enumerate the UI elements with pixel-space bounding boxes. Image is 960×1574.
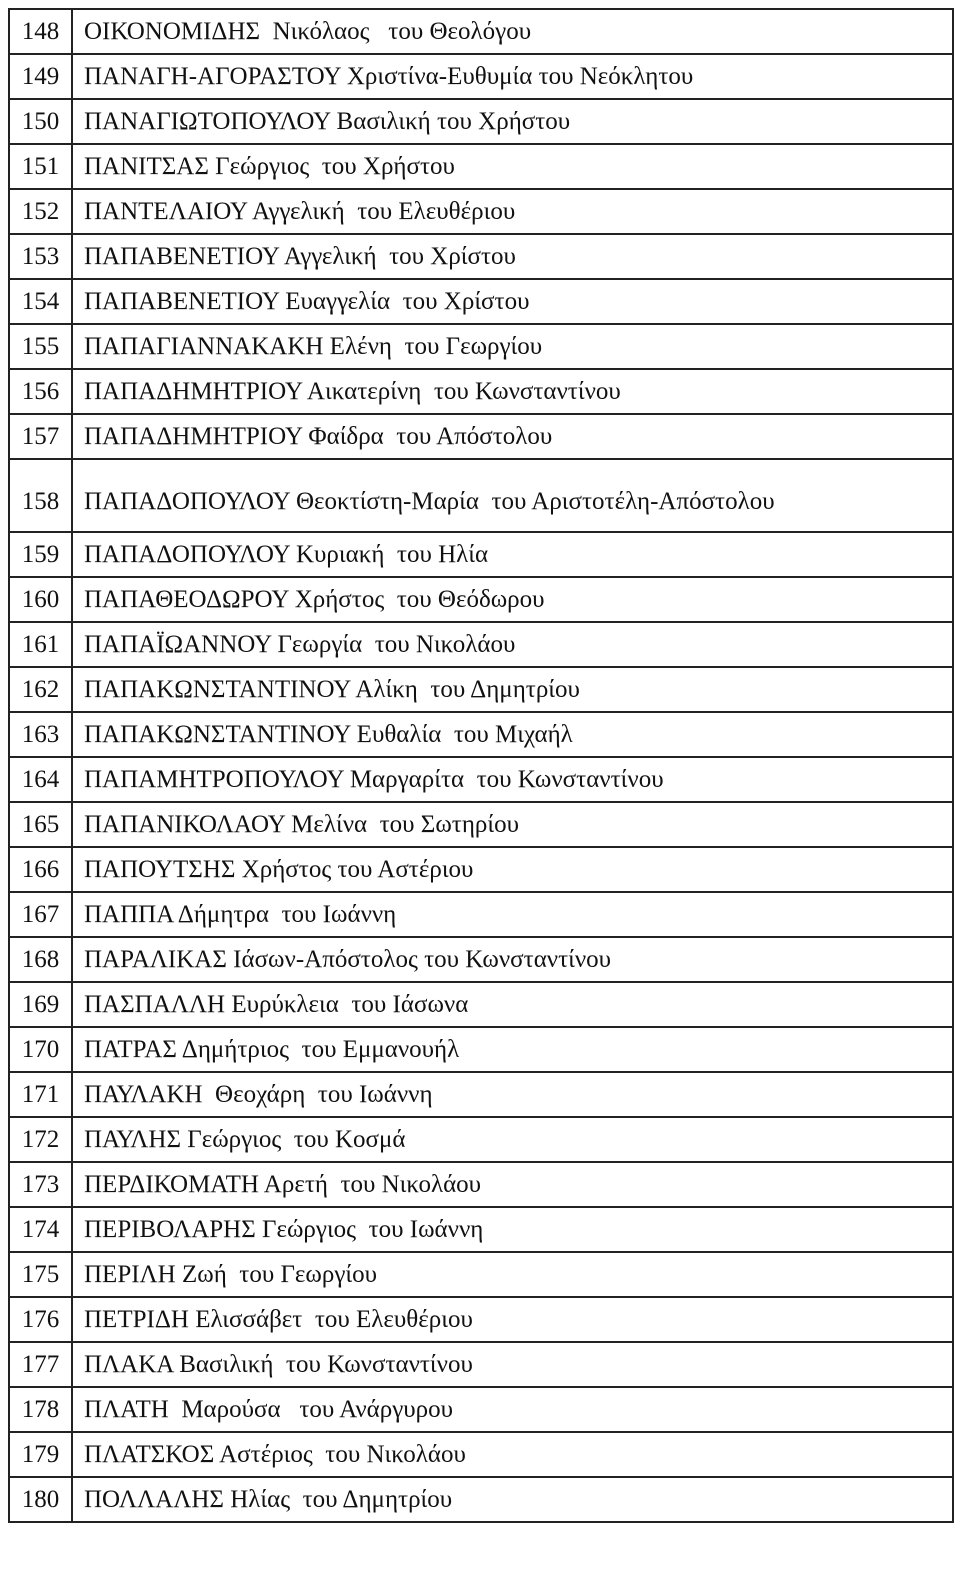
- person-name: ΠΛΑΤΣΚΟΣ Αστέριος του Νικολάου: [72, 1432, 953, 1477]
- person-name: ΠΛΑΤΗ Μαρούσα του Ανάργυρου: [72, 1387, 953, 1432]
- row-number: 168: [9, 937, 72, 982]
- row-number: 157: [9, 414, 72, 459]
- person-name: ΟΙΚΟΝΟΜΙΔΗΣ Νικόλαος του Θεολόγου: [72, 9, 953, 54]
- row-number: 171: [9, 1072, 72, 1117]
- row-number: 163: [9, 712, 72, 757]
- table-row: [9, 1207, 953, 1252]
- row-number: 166: [9, 847, 72, 892]
- table-row: [9, 99, 953, 144]
- table-row: [9, 532, 953, 577]
- row-number: 159: [9, 532, 72, 577]
- table-row: [9, 847, 953, 892]
- table-row: [9, 459, 953, 532]
- table-row: [9, 892, 953, 937]
- row-number: 175: [9, 1252, 72, 1297]
- person-name: ΠΑΥΛΑΚΗ Θεοχάρη του Ιωάννη: [72, 1072, 953, 1117]
- person-name: ΠΑΠΑΪΩΑΝΝΟΥ Γεωργία του Νικολάου: [72, 622, 953, 667]
- roster-table: [8, 8, 954, 1523]
- person-name: ΠΑΝΤΕΛΑΙΟΥ Αγγελική του Ελευθέριου: [72, 189, 953, 234]
- person-name: ΠΑΠΑΔΗΜΗΤΡΙΟΥ Φαίδρα του Απόστολου: [72, 414, 953, 459]
- row-number: 161: [9, 622, 72, 667]
- row-number: 153: [9, 234, 72, 279]
- table-row: [9, 279, 953, 324]
- row-number: 151: [9, 144, 72, 189]
- person-name: ΠΑΠΠΑ Δήμητρα του Ιωάννη: [72, 892, 953, 937]
- person-name: ΠΑΠΑΜΗΤΡΟΠΟΥΛΟΥ Μαργαρίτα του Κωνσταντίνου: [72, 757, 953, 802]
- table-row: [9, 189, 953, 234]
- person-name: ΠΑΠΑΔΗΜΗΤΡΙΟΥ Αικατερίνη του Κωνσταντίνου: [72, 369, 953, 414]
- table-row: [9, 1072, 953, 1117]
- table-row: [9, 1162, 953, 1207]
- row-number: 160: [9, 577, 72, 622]
- person-name: ΠΑΠΑΚΩΝΣΤΑΝΤΙΝΟΥ Αλίκη του Δημητρίου: [72, 667, 953, 712]
- row-number: 150: [9, 99, 72, 144]
- table-row: [9, 1027, 953, 1072]
- table-row: [9, 622, 953, 667]
- person-name: ΠΑΠΑΓΙΑΝΝΑΚΑΚΗ Ελένη του Γεωργίου: [72, 324, 953, 369]
- person-name: ΠΑΠΑΔΟΠΟΥΛΟΥ Κυριακή του Ηλία: [72, 532, 953, 577]
- table-row: [9, 802, 953, 847]
- person-name: ΠΑΝΑΓΙΩΤΟΠΟΥΛΟΥ Βασιλική του Χρήστου: [72, 99, 953, 144]
- row-number: 179: [9, 1432, 72, 1477]
- row-number: 149: [9, 54, 72, 99]
- row-number: 172: [9, 1117, 72, 1162]
- roster-body: [9, 9, 953, 1522]
- row-number: 170: [9, 1027, 72, 1072]
- person-name: ΠΑΥΛΗΣ Γεώργιος του Κοσμά: [72, 1117, 953, 1162]
- person-name: ΠΑΡΑΛΙΚΑΣ Ιάσων-Απόστολος του Κωνσταντίνου: [72, 937, 953, 982]
- table-row: [9, 1477, 953, 1522]
- person-name: ΠΑΠΑΒΕΝΕΤΙΟΥ Ευαγγελία του Χρίστου: [72, 279, 953, 324]
- person-name: ΠΑΠΑΔΟΠΟΥΛΟΥ Θεοκτίστη-Μαρία του Αριστοτέλη-Απόστολου: [72, 459, 953, 532]
- row-number: 156: [9, 369, 72, 414]
- table-row: [9, 1432, 953, 1477]
- row-number: 174: [9, 1207, 72, 1252]
- table-row: [9, 757, 953, 802]
- person-name: ΠΕΡΙΛΗ Ζωή του Γεωργίου: [72, 1252, 953, 1297]
- row-number: 180: [9, 1477, 72, 1522]
- table-row: [9, 667, 953, 712]
- table-row: [9, 9, 953, 54]
- row-number: 164: [9, 757, 72, 802]
- row-number: 173: [9, 1162, 72, 1207]
- table-row: [9, 712, 953, 757]
- row-number: 162: [9, 667, 72, 712]
- person-name: ΠΑΠΟΥΤΣΗΣ Χρήστος του Αστέριου: [72, 847, 953, 892]
- person-name: ΠΑΝΙΤΣΑΣ Γεώργιος του Χρήστου: [72, 144, 953, 189]
- person-name: ΠΛΑΚΑ Βασιλική του Κωνσταντίνου: [72, 1342, 953, 1387]
- row-number: 165: [9, 802, 72, 847]
- person-name: ΠΑΠΑΚΩΝΣΤΑΝΤΙΝΟΥ Ευθαλία του Μιχαήλ: [72, 712, 953, 757]
- row-number: 148: [9, 9, 72, 54]
- row-number: 167: [9, 892, 72, 937]
- table-row: [9, 414, 953, 459]
- row-number: 178: [9, 1387, 72, 1432]
- table-row: [9, 144, 953, 189]
- table-row: [9, 1297, 953, 1342]
- table-row: [9, 1117, 953, 1162]
- person-name: ΠΑΠΑΝΙΚΟΛΑΟΥ Μελίνα του Σωτηρίου: [72, 802, 953, 847]
- person-name: ΠΑΤΡΑΣ Δημήτριος του Εμμανουήλ: [72, 1027, 953, 1072]
- person-name: ΠΑΝΑΓΗ-ΑΓΟΡΑΣΤΟΥ Χριστίνα-Ευθυμία του Νεόκλητου: [72, 54, 953, 99]
- row-number: 155: [9, 324, 72, 369]
- table-row: [9, 1252, 953, 1297]
- row-number: 154: [9, 279, 72, 324]
- person-name: ΠΟΛΛΑΛΗΣ Ηλίας του Δημητρίου: [72, 1477, 953, 1522]
- person-name: ΠΕΡΔΙΚΟΜΑΤΗ Αρετή του Νικολάου: [72, 1162, 953, 1207]
- table-row: [9, 982, 953, 1027]
- table-row: [9, 369, 953, 414]
- row-number: 177: [9, 1342, 72, 1387]
- table-row: [9, 577, 953, 622]
- row-number: 176: [9, 1297, 72, 1342]
- person-name: ΠΑΠΑΒΕΝΕΤΙΟΥ Αγγελική του Χρίστου: [72, 234, 953, 279]
- table-row: [9, 1342, 953, 1387]
- person-name: ΠΕΡΙΒΟΛΑΡΗΣ Γεώργιος του Ιωάννη: [72, 1207, 953, 1252]
- person-name: ΠΑΣΠΑΛΛΗ Ευρύκλεια του Ιάσωνα: [72, 982, 953, 1027]
- row-number: 152: [9, 189, 72, 234]
- person-name: ΠΑΠΑΘΕΟΔΩΡΟΥ Χρήστος του Θεόδωρου: [72, 577, 953, 622]
- table-row: [9, 234, 953, 279]
- row-number: 169: [9, 982, 72, 1027]
- table-row: [9, 54, 953, 99]
- row-number: 158: [9, 459, 72, 532]
- table-row: [9, 1387, 953, 1432]
- person-name: ΠΕΤΡΙΔΗ Ελισσάβετ του Ελευθέριου: [72, 1297, 953, 1342]
- table-row: [9, 324, 953, 369]
- table-row: [9, 937, 953, 982]
